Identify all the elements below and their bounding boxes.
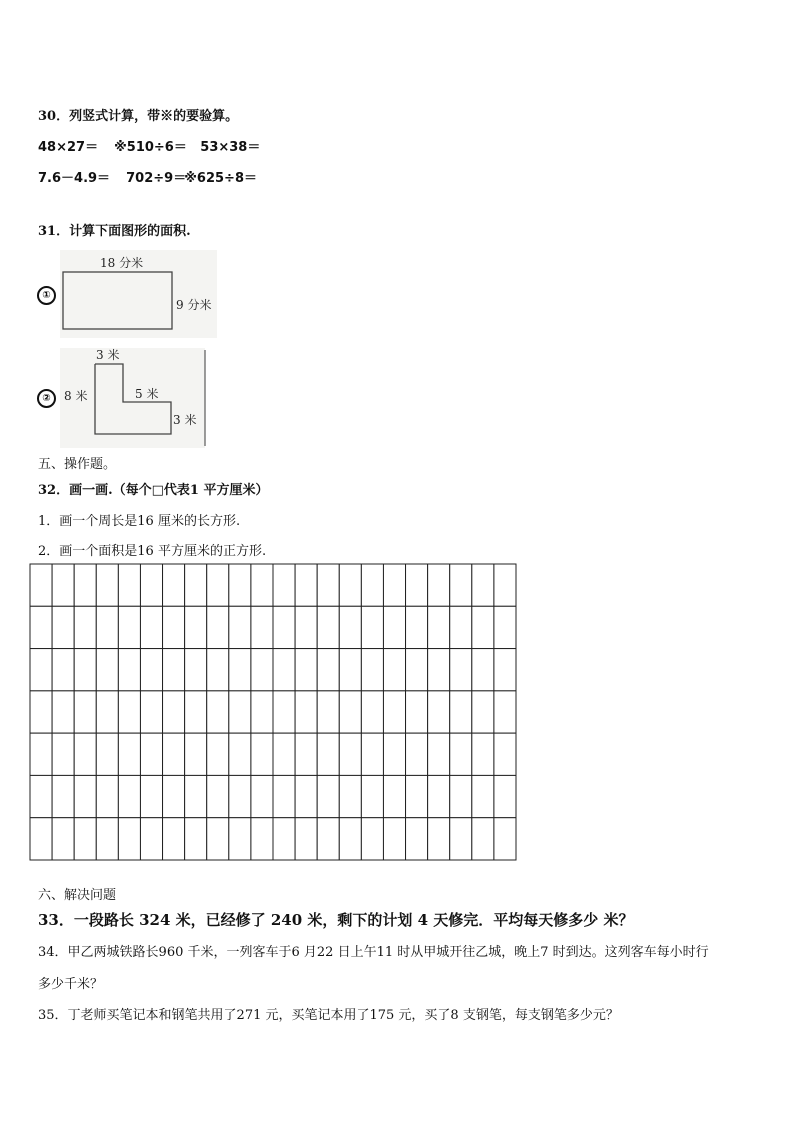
grid-cell[interactable]: [383, 606, 405, 648]
rectangle-figure: [60, 250, 217, 338]
grid-cell[interactable]: [74, 564, 96, 606]
grid-cell[interactable]: [273, 691, 295, 733]
grid-cell[interactable]: [30, 606, 52, 648]
grid-cell[interactable]: [229, 733, 251, 775]
grid-cell[interactable]: [140, 649, 162, 691]
grid-cell[interactable]: [317, 733, 339, 775]
grid-cell[interactable]: [450, 606, 472, 648]
grid-cell[interactable]: [118, 649, 140, 691]
grid-cell[interactable]: [251, 606, 273, 648]
grid-cell[interactable]: [406, 606, 428, 648]
grid-cell[interactable]: [52, 649, 74, 691]
grid-cell[interactable]: [494, 691, 516, 733]
grid-cell[interactable]: [163, 775, 185, 817]
figure1-marker: ①: [37, 286, 56, 305]
grid-cell[interactable]: [494, 564, 516, 606]
grid-cell[interactable]: [118, 691, 140, 733]
figure2-marker: ②: [37, 389, 56, 408]
grid-cell[interactable]: [428, 691, 450, 733]
grid-cell[interactable]: [406, 733, 428, 775]
grid-cell[interactable]: [96, 733, 118, 775]
grid-cell[interactable]: [96, 691, 118, 733]
grid-cell[interactable]: [207, 606, 229, 648]
grid-cell[interactable]: [96, 775, 118, 817]
grid-cell[interactable]: [361, 649, 383, 691]
grid-cell[interactable]: [361, 691, 383, 733]
grid-cell[interactable]: [74, 691, 96, 733]
grid-cell[interactable]: [229, 564, 251, 606]
q32-item2: 2．画一个面积是16 平方厘米的正方形.: [38, 544, 267, 559]
grid-cell[interactable]: [295, 733, 317, 775]
grid-cell[interactable]: [472, 775, 494, 817]
grid-cell[interactable]: [185, 818, 207, 860]
grid-cell[interactable]: [450, 818, 472, 860]
grid-cell[interactable]: [472, 649, 494, 691]
grid-cell[interactable]: [52, 818, 74, 860]
grid-cell[interactable]: [273, 733, 295, 775]
grid-cell[interactable]: [74, 775, 96, 817]
grid-cell[interactable]: [339, 564, 361, 606]
grid-cell[interactable]: [472, 606, 494, 648]
grid-cell[interactable]: [428, 649, 450, 691]
grid-cell[interactable]: [295, 606, 317, 648]
grid-cell[interactable]: [339, 691, 361, 733]
grid-cell[interactable]: [428, 733, 450, 775]
grid-cell[interactable]: [140, 818, 162, 860]
grid-cell[interactable]: [251, 649, 273, 691]
grid-cell[interactable]: [494, 733, 516, 775]
grid-cell[interactable]: [494, 606, 516, 648]
grid-cell[interactable]: [450, 775, 472, 817]
grid-cell[interactable]: [406, 691, 428, 733]
grid-cell[interactable]: [207, 649, 229, 691]
grid-cell[interactable]: [207, 818, 229, 860]
grid-cell[interactable]: [74, 818, 96, 860]
grid-cell[interactable]: [383, 649, 405, 691]
grid-cell[interactable]: [295, 564, 317, 606]
grid-cell[interactable]: [339, 775, 361, 817]
grid-cell[interactable]: [472, 564, 494, 606]
grid-cell[interactable]: [317, 606, 339, 648]
l-shape-figure: [60, 348, 208, 448]
grid-cell[interactable]: [30, 691, 52, 733]
grid-cell[interactable]: [185, 691, 207, 733]
grid-cell[interactable]: [140, 691, 162, 733]
grid-cell[interactable]: [494, 818, 516, 860]
grid-cell[interactable]: [428, 564, 450, 606]
grid-cell[interactable]: [317, 818, 339, 860]
grid-cell[interactable]: [295, 818, 317, 860]
grid-cell[interactable]: [295, 649, 317, 691]
grid-cell[interactable]: [30, 818, 52, 860]
grid-cell[interactable]: [361, 606, 383, 648]
grid-cell[interactable]: [383, 564, 405, 606]
grid-cell[interactable]: [118, 733, 140, 775]
grid-cell[interactable]: [361, 818, 383, 860]
q34-line2: 多少千米？: [38, 977, 104, 992]
grid-cell[interactable]: [229, 649, 251, 691]
drawing-grid[interactable]: [29, 563, 517, 861]
grid-cell[interactable]: [30, 775, 52, 817]
grid-cell[interactable]: [317, 564, 339, 606]
l-shape-mid-label: 5 米: [135, 387, 159, 401]
grid-cell[interactable]: [317, 775, 339, 817]
grid-cell[interactable]: [140, 733, 162, 775]
grid-cell[interactable]: [30, 733, 52, 775]
q32-item1: 1．画一个周长是16 厘米的长方形.: [38, 514, 241, 529]
grid-cell[interactable]: [472, 691, 494, 733]
grid-cell[interactable]: [96, 564, 118, 606]
l-shape-left-label: 8 米: [64, 389, 88, 403]
grid-cell[interactable]: [52, 606, 74, 648]
grid-cell[interactable]: [52, 564, 74, 606]
grid-cell[interactable]: [163, 564, 185, 606]
grid-cell[interactable]: [472, 818, 494, 860]
rectangle-side-label: 9 分米: [176, 298, 212, 312]
grid-cell[interactable]: [339, 649, 361, 691]
grid-cell[interactable]: [339, 733, 361, 775]
grid-cell[interactable]: [273, 649, 295, 691]
grid-cell[interactable]: [140, 775, 162, 817]
grid-cell[interactable]: [428, 818, 450, 860]
grid-cell[interactable]: [295, 775, 317, 817]
grid-cell[interactable]: [251, 733, 273, 775]
grid-cell[interactable]: [118, 606, 140, 648]
grid-cell[interactable]: [118, 818, 140, 860]
grid-cell[interactable]: [52, 775, 74, 817]
grid-cell[interactable]: [406, 818, 428, 860]
grid-cell[interactable]: [273, 564, 295, 606]
grid-cell[interactable]: [185, 775, 207, 817]
grid-cell[interactable]: [339, 818, 361, 860]
grid-cell[interactable]: [273, 818, 295, 860]
grid-cell[interactable]: [494, 649, 516, 691]
rectangle-top-label: 18 分米: [100, 256, 144, 270]
grid-cell[interactable]: [96, 649, 118, 691]
grid-cell[interactable]: [185, 564, 207, 606]
grid-cell[interactable]: [30, 649, 52, 691]
q30-row2: [38, 167, 257, 186]
grid-cell[interactable]: [96, 818, 118, 860]
grid-cell[interactable]: [52, 691, 74, 733]
grid-cell[interactable]: [450, 649, 472, 691]
l-shape-top-label: 3 米: [96, 348, 120, 362]
grid-cell[interactable]: [229, 691, 251, 733]
grid-cell[interactable]: [383, 733, 405, 775]
grid-cell[interactable]: [450, 733, 472, 775]
section5-heading: 五、操作题。: [38, 457, 117, 472]
grid-cell[interactable]: [273, 775, 295, 817]
grid-cell[interactable]: [251, 691, 273, 733]
grid-cell[interactable]: [361, 775, 383, 817]
grid-cell[interactable]: [207, 564, 229, 606]
q35-text: 35．丁老师买笔记本和钢笔共用了271 元，买笔记本用了175 元，买了8 支钢笔，每支钢笔多少元？: [38, 1008, 619, 1023]
q33-text: 33．一段路长 324 米，已经修了 240 米，剩下的计划 4 天修完．平均每天修多少 米？: [38, 911, 634, 929]
q30-expr-6: ※625÷8＝: [184, 171, 257, 186]
grid-cell[interactable]: [74, 733, 96, 775]
q30-expr-4: 7.6－4.9＝: [38, 171, 111, 186]
grid-cell[interactable]: [450, 691, 472, 733]
grid-cell[interactable]: [450, 564, 472, 606]
grid-cell[interactable]: [273, 606, 295, 648]
q32-title: 32．画一画.（每个□代表1 平方厘米）: [38, 483, 269, 498]
q30-expr-1: 48×27＝: [38, 140, 99, 155]
grid-cell[interactable]: [383, 775, 405, 817]
grid-cell[interactable]: [163, 606, 185, 648]
q31-title: 31．计算下面图形的面积.: [38, 224, 191, 239]
grid-cell[interactable]: [74, 606, 96, 648]
q30-expr-3: 53×38＝: [200, 140, 261, 155]
q30-title: 30．列竖式计算，带※的要验算。: [38, 109, 239, 124]
grid-cell[interactable]: [251, 818, 273, 860]
grid-cell[interactable]: [207, 775, 229, 817]
grid-cell[interactable]: [30, 564, 52, 606]
grid-cell[interactable]: [52, 733, 74, 775]
grid-cell[interactable]: [295, 691, 317, 733]
section6-heading: 六、解决问题: [38, 888, 117, 903]
grid-cell[interactable]: [163, 691, 185, 733]
grid-cell[interactable]: [361, 733, 383, 775]
q30-expr-5: 702÷9＝: [126, 171, 187, 186]
grid-cell[interactable]: [472, 733, 494, 775]
grid-cell[interactable]: [406, 564, 428, 606]
grid-cell[interactable]: [229, 606, 251, 648]
q34-line1: 34．甲乙两城铁路长960 千米，一列客车于6 月22 日上午11 时从甲城开往乙城，晚上7 时到达。这列客车每小时行: [38, 945, 709, 960]
grid-cell[interactable]: [74, 649, 96, 691]
grid-cell[interactable]: [361, 564, 383, 606]
grid-cell[interactable]: [185, 606, 207, 648]
grid-cell[interactable]: [229, 775, 251, 817]
grid-cell[interactable]: [207, 691, 229, 733]
grid-cell[interactable]: [251, 775, 273, 817]
grid-cell[interactable]: [251, 564, 273, 606]
grid-cell[interactable]: [118, 775, 140, 817]
grid-cell[interactable]: [96, 606, 118, 648]
grid-cell[interactable]: [185, 733, 207, 775]
grid-cell[interactable]: [383, 818, 405, 860]
grid-cell[interactable]: [140, 606, 162, 648]
grid-cell[interactable]: [163, 818, 185, 860]
l-shape-right-label: 3 米: [173, 413, 197, 427]
grid-cell[interactable]: [383, 691, 405, 733]
grid-cell[interactable]: [185, 649, 207, 691]
q30-row1: [38, 136, 260, 155]
grid-cell[interactable]: [317, 691, 339, 733]
q30-expr-2: ※510÷6＝: [114, 140, 187, 155]
grid-cell[interactable]: [406, 649, 428, 691]
grid-cell[interactable]: [494, 775, 516, 817]
grid-cell[interactable]: [118, 564, 140, 606]
grid-cell[interactable]: [428, 775, 450, 817]
grid-cell[interactable]: [207, 733, 229, 775]
grid-cell[interactable]: [229, 818, 251, 860]
grid-cell[interactable]: [428, 606, 450, 648]
grid-cell[interactable]: [163, 649, 185, 691]
grid-cell[interactable]: [406, 775, 428, 817]
grid-cell[interactable]: [163, 733, 185, 775]
grid-cell[interactable]: [317, 649, 339, 691]
grid-cell[interactable]: [140, 564, 162, 606]
grid-cell[interactable]: [339, 606, 361, 648]
